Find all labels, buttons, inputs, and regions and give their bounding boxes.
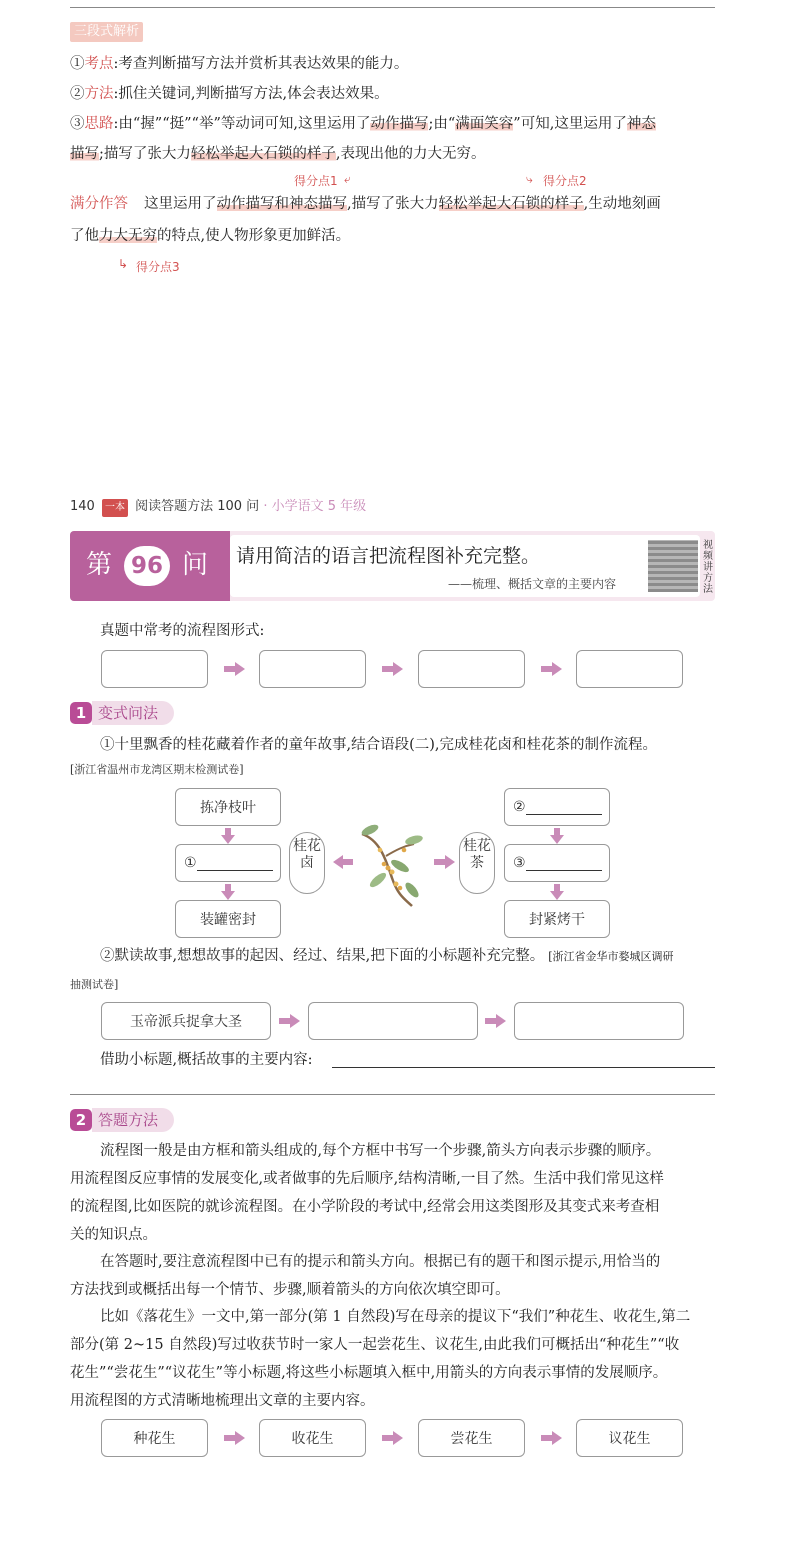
page-footer — [70, 498, 366, 517]
section-divider — [70, 1094, 715, 1095]
section-1-number: 1 — [70, 702, 92, 724]
down-arrow — [550, 828, 564, 844]
question-2-source-b: 抽测试卷] — [70, 978, 119, 991]
cha-step-2 — [504, 844, 610, 882]
cha-step-1 — [504, 788, 610, 826]
left-arrow — [333, 855, 353, 869]
empty-flow-box-2 — [259, 650, 366, 688]
analysis-line-1 — [70, 49, 408, 80]
cha-label: 桂花茶 — [459, 832, 495, 894]
book-title: 阅读答题方法 100 问 — [135, 499, 260, 514]
common-forms-intro: 真题中常考的流程图形式: — [100, 623, 265, 639]
highlight: 动作描写 — [370, 116, 429, 132]
para2-line-1: 在答题时,要注意流程图中已有的提示和箭头方向。根据已有的题干和图示提示,用恰当的 — [100, 1254, 661, 1270]
example-box-4: 议花生 — [576, 1419, 683, 1457]
down-arrow — [221, 884, 235, 900]
colon: : — [113, 56, 119, 72]
brand-logo: 一本 — [102, 499, 128, 517]
flow-arrow — [279, 1014, 301, 1028]
answer-text: ,生动地刻画 — [583, 196, 661, 212]
section-1-question-1: ①十里飘香的桂花藏着作者的童年故事,结合语段(二),完成桂花卤和桂花茶的制作流程。 — [100, 737, 658, 753]
highlight: 轻松举起大石锁的样子 — [438, 196, 584, 212]
section-1-title: 变式问法 — [92, 701, 174, 725]
silu-text: ”可知,这里运用了 — [513, 116, 627, 132]
label-kaodian: 考点 — [84, 56, 114, 72]
summary-answer-line[interactable] — [332, 1067, 715, 1068]
example-box-2: 收花生 — [259, 1419, 366, 1457]
down-arrow — [550, 884, 564, 900]
right-arrow — [434, 855, 456, 869]
lu-step-2 — [175, 844, 281, 882]
lu-step-1: 拣净枝叶 — [175, 788, 281, 826]
question-wen: 问 — [182, 550, 209, 580]
para3-line-2: 部分(第 2~15 自然段)写过收获节时一家人一起尝花生、议花生,由此我们可概括出“种花生”“收 — [70, 1337, 680, 1353]
silu-text: 由“握”“挺”“举”等动词可知,这里运用了 — [118, 116, 371, 132]
full-score-answer-2 — [70, 221, 350, 252]
silu-text: ;描写了张大力 — [99, 146, 191, 162]
para1-line-3: 的流程图,比如医院的就诊流程图。在小学阶段的考试中,经常会用这类图形及其变式来考查相 — [70, 1199, 660, 1215]
section-1-question-2 — [100, 941, 674, 972]
score-arrow-1: ⤶ — [344, 172, 351, 186]
para1-line-1: 流程图一般是由方框和箭头组成的,每个方框中书写一个步骤,箭头方向表示步骤的顺序。 — [100, 1143, 661, 1159]
full-score-answer-1 — [70, 189, 661, 220]
question-2-text: ②默读故事,想想故事的起因、经过、结果,把下面的小标题补充完整。 — [100, 948, 545, 964]
flow-arrow — [382, 1431, 404, 1445]
fangfa-text: 抓住关键词,判断描写方法,体会表达效果。 — [118, 86, 389, 102]
line-num: ③ — [70, 116, 85, 132]
para1-line-4: 关的知识点。 — [70, 1227, 157, 1243]
highlight: 满面笑容 — [455, 116, 514, 132]
para3-line-4: 用流程图的方式清晰地梳理出文章的主要内容。 — [70, 1393, 375, 1409]
flow-arrow — [541, 1431, 563, 1445]
video-label[interactable]: 视频讲方法 — [703, 540, 713, 595]
section-2-title: 答题方法 — [92, 1108, 174, 1132]
question-2-source-a: [浙江省金华市婺城区调研 — [548, 950, 674, 963]
cha-step-1-blank[interactable] — [526, 799, 602, 815]
lu-step-3: 装罐密封 — [175, 900, 281, 938]
lu-label: 桂花卤 — [289, 832, 325, 894]
question-title: 请用简洁的语言把流程图补充完整。 — [236, 545, 541, 567]
full-score-label: 满分作答 — [70, 196, 128, 212]
down-arrow — [221, 828, 235, 844]
flow-arrow — [485, 1014, 507, 1028]
colon: : — [113, 86, 119, 102]
answer-text: 了他 — [70, 228, 99, 244]
question-subtitle: ——梳理、概括文章的主要内容 — [448, 577, 617, 591]
answer-text: ,描写了张大力 — [347, 196, 439, 212]
book-subtitle: 小学语文 5 年级 — [271, 499, 367, 514]
story-box-1: 玉帝派兵捉拿大圣 — [101, 1002, 271, 1040]
flow-arrow — [382, 662, 404, 676]
lu-step-2-blank[interactable] — [197, 855, 273, 871]
score-point-3: 得分点3 — [136, 260, 180, 274]
score-arrow-2: ⤷ — [526, 172, 533, 186]
label-silu: 思路 — [84, 116, 114, 132]
flow-arrow — [224, 1431, 246, 1445]
empty-flow-box-4 — [576, 650, 683, 688]
highlight: 轻松举起大石锁的样子 — [190, 146, 336, 162]
story-box-2[interactable] — [308, 1002, 478, 1040]
colon: : — [113, 116, 119, 132]
osmanthus-branch-illustration — [356, 820, 426, 910]
question-number-circle: 96 — [124, 546, 170, 586]
kaodian-text: 考查判断描写方法并赏析其表达效果的能力。 — [118, 56, 409, 72]
question-di: 第 — [86, 550, 113, 580]
para2-line-2: 方法找到或概括出每一个情节、步骤,顺着箭头的方向依次填空即可。 — [70, 1282, 510, 1298]
example-box-3: 尝花生 — [418, 1419, 525, 1457]
answer-text: 的特点,使人物形象更加鲜活。 — [157, 228, 351, 244]
empty-flow-box-1 — [101, 650, 208, 688]
empty-flow-box-3 — [418, 650, 525, 688]
analysis-badge: 三段式解析 — [70, 22, 143, 42]
highlight: 描写 — [70, 146, 99, 162]
para1-line-2: 用流程图反应事情的发展变化,或者做事的先后顺序,结构清晰,一目了然。生活中我们常见这样 — [70, 1171, 664, 1187]
flow-arrow — [541, 662, 563, 676]
page-number: 140 — [70, 499, 95, 514]
analysis-line-3 — [70, 109, 656, 140]
highlight: 动作描写和神态描写 — [216, 196, 347, 212]
score-arrow-3: ↳ — [118, 257, 129, 271]
qr-code[interactable] — [648, 540, 698, 592]
top-divider — [70, 7, 715, 8]
highlight: 力大无穷 — [99, 228, 157, 244]
cha-step-1-num: ② — [513, 799, 526, 815]
question-1-source: [浙江省温州市龙湾区期末检测试卷] — [70, 763, 244, 776]
flow-arrow — [224, 662, 246, 676]
label-fangfa: 方法 — [84, 86, 114, 102]
cha-step-3: 封紧烤干 — [504, 900, 610, 938]
dot: · — [263, 499, 268, 514]
lu-step-2-num: ① — [184, 855, 197, 871]
analysis-line-3b — [70, 139, 486, 170]
line-num: ① — [70, 56, 85, 72]
story-box-3[interactable] — [514, 1002, 684, 1040]
silu-text: ,表现出他的力大无穷。 — [335, 146, 486, 162]
section-2-number: 2 — [70, 1109, 92, 1131]
summary-prompt — [100, 1045, 313, 1076]
line-num: ② — [70, 86, 85, 102]
highlight: 神态 — [626, 116, 656, 132]
para3-line-1: 比如《落花生》一文中,第一部分(第 1 自然段)写在母亲的提议下“我们”种花生、收花生,第二 — [100, 1309, 691, 1325]
analysis-line-2 — [70, 79, 389, 110]
cha-step-2-blank[interactable] — [526, 855, 602, 871]
score-point-2: 得分点2 — [543, 174, 587, 188]
silu-text: ;由“ — [428, 116, 456, 132]
score-point-1: 得分点1 — [294, 174, 338, 188]
summary-prompt-text: 借助小标题,概括故事的主要内容: — [100, 1052, 313, 1068]
answer-text: 这里运用了 — [144, 196, 217, 212]
para3-line-3: 花生”“尝花生”“议花生”等小标题,将这些小标题填入框中,用箭头的方向表示事情的发展顺序。 — [70, 1365, 668, 1381]
example-box-1: 种花生 — [101, 1419, 208, 1457]
cha-step-2-num: ③ — [513, 855, 526, 871]
